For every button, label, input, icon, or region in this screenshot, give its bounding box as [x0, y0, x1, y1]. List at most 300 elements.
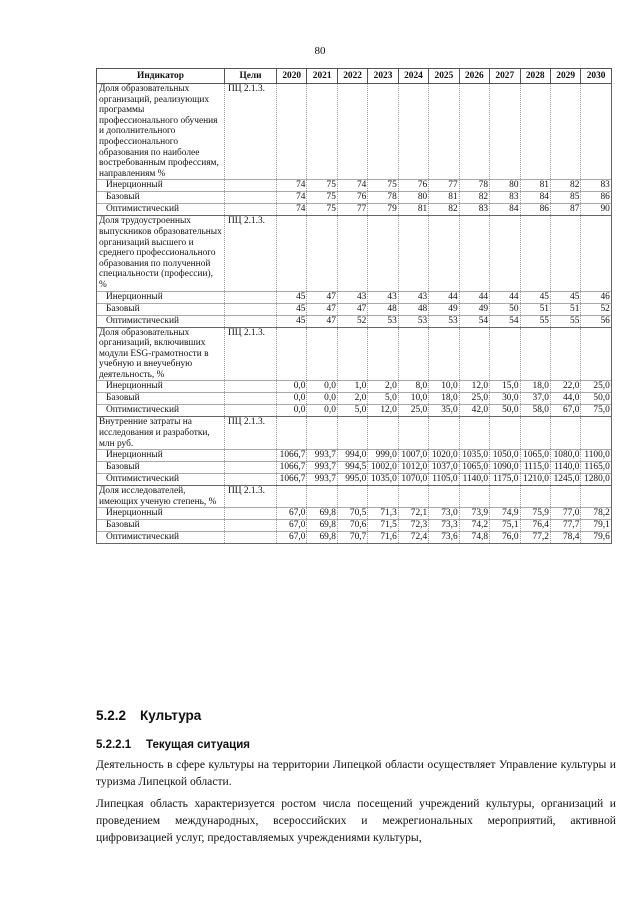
- value-cell: 74,8: [459, 532, 489, 544]
- empty-cell: [520, 486, 550, 508]
- section-heading: [96, 708, 201, 723]
- value-cell: 72,1: [398, 508, 428, 520]
- value-cell: 53: [368, 315, 398, 327]
- scenario-label: Инерционный: [97, 180, 225, 192]
- empty-cell: [429, 84, 459, 180]
- value-cell: 58,0: [520, 405, 550, 417]
- indicator-goal: ПЦ 2.1.3.: [225, 84, 277, 180]
- value-cell: 81: [429, 192, 459, 204]
- value-cell: 82: [459, 192, 489, 204]
- value-cell: 22,0: [550, 381, 580, 393]
- empty-cell: [550, 216, 580, 291]
- empty-cell: [520, 216, 550, 291]
- value-cell: 1035,0: [368, 474, 398, 486]
- scenario-row: [97, 520, 612, 532]
- value-cell: 74: [277, 204, 307, 216]
- empty-cell: [520, 327, 550, 381]
- value-cell: 87: [550, 204, 580, 216]
- column-header: Цели: [225, 69, 277, 84]
- value-cell: 1037,0: [429, 462, 459, 474]
- value-cell: 45: [520, 291, 550, 303]
- empty-cell: [581, 84, 611, 180]
- value-cell: 81: [520, 180, 550, 192]
- value-cell: 2,0: [337, 393, 367, 405]
- value-cell: 67,0: [277, 520, 307, 532]
- indicator-name: Внутренние затраты на исследования и разработки, млн руб.: [97, 417, 225, 450]
- value-cell: 0,0: [307, 381, 337, 393]
- value-cell: 1066,7: [277, 474, 307, 486]
- value-cell: 1007,0: [398, 450, 428, 462]
- scenario-row: [97, 204, 612, 216]
- value-cell: 76,4: [520, 520, 550, 532]
- empty-cell: [225, 508, 277, 520]
- empty-cell: [307, 327, 337, 381]
- scenario-label: Инерционный: [97, 291, 225, 303]
- column-header: 2027: [490, 69, 520, 84]
- indicators-table: [96, 68, 612, 544]
- column-header: 2024: [398, 69, 428, 84]
- indicator-name: Доля образовательных организаций, включивших модули ESG-грамотности в учебную и внеучебную деятельность, %: [97, 327, 225, 381]
- empty-cell: [225, 450, 277, 462]
- value-cell: 48: [368, 303, 398, 315]
- indicator-name: Доля трудоустроенных выпускников образовательных организаций высшего и среднего профессионального образования по полученной специальности (профессии), %: [97, 216, 225, 291]
- value-cell: 52: [581, 303, 611, 315]
- value-cell: 47: [307, 291, 337, 303]
- value-cell: 75: [307, 192, 337, 204]
- scenario-label: Оптимистический: [97, 204, 225, 216]
- empty-cell: [277, 327, 307, 381]
- value-cell: 1020,0: [429, 450, 459, 462]
- value-cell: 1140,0: [550, 462, 580, 474]
- value-cell: 53: [398, 315, 428, 327]
- empty-cell: [581, 417, 611, 450]
- value-cell: 1002,0: [368, 462, 398, 474]
- empty-cell: [459, 216, 489, 291]
- empty-cell: [307, 486, 337, 508]
- section-title: Культура: [140, 708, 202, 723]
- value-cell: 74: [277, 180, 307, 192]
- value-cell: 0,0: [277, 381, 307, 393]
- value-cell: 993,7: [307, 462, 337, 474]
- value-cell: 993,7: [307, 450, 337, 462]
- value-cell: 45: [277, 303, 307, 315]
- column-header: 2023: [368, 69, 398, 84]
- empty-cell: [225, 291, 277, 303]
- empty-cell: [337, 84, 367, 180]
- value-cell: 1105,0: [429, 474, 459, 486]
- scenario-row: [97, 381, 612, 393]
- value-cell: 1140,0: [459, 474, 489, 486]
- value-cell: 74,2: [459, 520, 489, 532]
- section-number: 5.2.2: [96, 708, 127, 723]
- subsection-heading: [96, 739, 250, 751]
- value-cell: 18,0: [520, 381, 550, 393]
- value-cell: 77,7: [550, 520, 580, 532]
- scenario-label: Базовый: [97, 462, 225, 474]
- empty-cell: [225, 192, 277, 204]
- empty-cell: [225, 405, 277, 417]
- value-cell: 42,0: [459, 405, 489, 417]
- value-cell: 73,9: [459, 508, 489, 520]
- value-cell: 0,0: [277, 393, 307, 405]
- value-cell: 73,6: [429, 532, 459, 544]
- value-cell: 1066,7: [277, 450, 307, 462]
- value-cell: 55: [520, 315, 550, 327]
- scenario-label: Оптимистический: [97, 315, 225, 327]
- indicator-row: [97, 216, 612, 291]
- scenario-label: Базовый: [97, 192, 225, 204]
- value-cell: 74: [277, 192, 307, 204]
- empty-cell: [225, 532, 277, 544]
- value-cell: 77: [337, 204, 367, 216]
- value-cell: 77,0: [550, 508, 580, 520]
- empty-cell: [368, 417, 398, 450]
- scenario-row: [97, 405, 612, 417]
- value-cell: 75: [368, 180, 398, 192]
- column-header: 2025: [429, 69, 459, 84]
- value-cell: 25,0: [459, 393, 489, 405]
- empty-cell: [277, 84, 307, 180]
- scenario-label: Инерционный: [97, 508, 225, 520]
- scenario-label: Базовый: [97, 393, 225, 405]
- value-cell: 994,5: [337, 462, 367, 474]
- value-cell: 47: [307, 303, 337, 315]
- indicator-name: Доля образовательных организаций, реализующих программы профессионального обучения и дополнительного профессионального образования по наиболее востребованным профессиям, направлениям %: [97, 84, 225, 180]
- value-cell: 1280,0: [581, 474, 611, 486]
- scenario-row: [97, 291, 612, 303]
- empty-cell: [337, 417, 367, 450]
- value-cell: 83: [459, 204, 489, 216]
- column-header: Индикатор: [97, 69, 225, 84]
- empty-cell: [459, 84, 489, 180]
- value-cell: 78: [459, 180, 489, 192]
- empty-cell: [337, 486, 367, 508]
- value-cell: 71,3: [368, 508, 398, 520]
- value-cell: 79,6: [581, 532, 611, 544]
- empty-cell: [277, 486, 307, 508]
- value-cell: 67,0: [277, 532, 307, 544]
- value-cell: 30,0: [490, 393, 520, 405]
- column-header: 2028: [520, 69, 550, 84]
- value-cell: 75: [307, 204, 337, 216]
- empty-cell: [490, 486, 520, 508]
- value-cell: 44: [490, 291, 520, 303]
- value-cell: 74,9: [490, 508, 520, 520]
- value-cell: 43: [337, 291, 367, 303]
- value-cell: 80: [490, 180, 520, 192]
- empty-cell: [398, 417, 428, 450]
- value-cell: 1100,0: [581, 450, 611, 462]
- empty-cell: [225, 303, 277, 315]
- empty-cell: [368, 216, 398, 291]
- value-cell: 8,0: [398, 381, 428, 393]
- empty-cell: [490, 417, 520, 450]
- value-cell: 45: [277, 315, 307, 327]
- value-cell: 73,3: [429, 520, 459, 532]
- scenario-label: Базовый: [97, 303, 225, 315]
- value-cell: 72,4: [398, 532, 428, 544]
- value-cell: 1165,0: [581, 462, 611, 474]
- empty-cell: [398, 327, 428, 381]
- value-cell: 69,8: [307, 532, 337, 544]
- indicator-goal: ПЦ 2.1.3.: [225, 327, 277, 381]
- value-cell: 37,0: [520, 393, 550, 405]
- empty-cell: [550, 486, 580, 508]
- value-cell: 1066,7: [277, 462, 307, 474]
- value-cell: 48: [398, 303, 428, 315]
- empty-cell: [520, 84, 550, 180]
- value-cell: 1065,0: [520, 450, 550, 462]
- value-cell: 35,0: [429, 405, 459, 417]
- empty-cell: [225, 462, 277, 474]
- empty-cell: [225, 393, 277, 405]
- indicator-row: [97, 417, 612, 450]
- value-cell: 43: [398, 291, 428, 303]
- value-cell: 75: [307, 180, 337, 192]
- column-header: 2021: [307, 69, 337, 84]
- value-cell: 73,0: [429, 508, 459, 520]
- value-cell: 1070,0: [398, 474, 428, 486]
- paragraph: Липецкая область характеризуется ростом числа посещений учреждений культуры, организаций и проведением международных, всероссийских и межрегиональных мероприятий, активной цифровизацией услуг, предоставляемых учреждениями культуры,: [96, 797, 616, 844]
- scenario-row: [97, 180, 612, 192]
- value-cell: 84: [490, 204, 520, 216]
- value-cell: 1080,0: [550, 450, 580, 462]
- value-cell: 82: [550, 180, 580, 192]
- value-cell: 44,0: [550, 393, 580, 405]
- scenario-row: [97, 393, 612, 405]
- value-cell: 10,0: [429, 381, 459, 393]
- empty-cell: [337, 216, 367, 291]
- empty-cell: [398, 216, 428, 291]
- indicator-goal: ПЦ 2.1.3.: [225, 216, 277, 291]
- value-cell: 85: [550, 192, 580, 204]
- value-cell: 10,0: [398, 393, 428, 405]
- subsection-title: Текущая ситуация: [146, 739, 251, 751]
- value-cell: 69,8: [307, 520, 337, 532]
- column-header: 2030: [581, 69, 611, 84]
- scenario-row: [97, 462, 612, 474]
- empty-cell: [490, 216, 520, 291]
- empty-cell: [459, 327, 489, 381]
- value-cell: 56: [581, 315, 611, 327]
- empty-cell: [459, 417, 489, 450]
- value-cell: 1050,0: [490, 450, 520, 462]
- value-cell: 70,7: [337, 532, 367, 544]
- column-header: 2020: [277, 69, 307, 84]
- value-cell: 994,0: [337, 450, 367, 462]
- value-cell: 46: [581, 291, 611, 303]
- indicator-row: [97, 84, 612, 180]
- value-cell: 999,0: [368, 450, 398, 462]
- value-cell: 86: [520, 204, 550, 216]
- empty-cell: [429, 486, 459, 508]
- value-cell: 50: [490, 303, 520, 315]
- value-cell: 69,8: [307, 508, 337, 520]
- empty-cell: [550, 417, 580, 450]
- value-cell: 1065,0: [459, 462, 489, 474]
- empty-cell: [368, 84, 398, 180]
- empty-cell: [459, 486, 489, 508]
- value-cell: 12,0: [459, 381, 489, 393]
- value-cell: 82: [429, 204, 459, 216]
- value-cell: 71,6: [368, 532, 398, 544]
- value-cell: 77,2: [520, 532, 550, 544]
- empty-cell: [277, 216, 307, 291]
- value-cell: 71,5: [368, 520, 398, 532]
- scenario-row: [97, 474, 612, 486]
- value-cell: 1,0: [337, 381, 367, 393]
- value-cell: 54: [490, 315, 520, 327]
- value-cell: 90: [581, 204, 611, 216]
- value-cell: 1035,0: [459, 450, 489, 462]
- column-header: 2022: [337, 69, 367, 84]
- value-cell: 83: [490, 192, 520, 204]
- empty-cell: [550, 84, 580, 180]
- empty-cell: [490, 327, 520, 381]
- value-cell: 78: [368, 192, 398, 204]
- paragraph: Деятельность в сфере культуры на территории Липецкой области осуществляет Управление культуры и туризма Липецкой области.: [96, 758, 616, 788]
- indicator-name: Доля исследователей, имеющих ученую степень, %: [97, 486, 225, 508]
- empty-cell: [429, 327, 459, 381]
- value-cell: 0,0: [307, 405, 337, 417]
- value-cell: 995,0: [337, 474, 367, 486]
- value-cell: 993,7: [307, 474, 337, 486]
- scenario-label: Оптимистический: [97, 405, 225, 417]
- value-cell: 53: [429, 315, 459, 327]
- column-header: 2026: [459, 69, 489, 84]
- value-cell: 12,0: [368, 405, 398, 417]
- value-cell: 1012,0: [398, 462, 428, 474]
- empty-cell: [581, 327, 611, 381]
- value-cell: 49: [459, 303, 489, 315]
- scenario-label: Оптимистический: [97, 532, 225, 544]
- value-cell: 45: [550, 291, 580, 303]
- value-cell: 75,1: [490, 520, 520, 532]
- value-cell: 54: [459, 315, 489, 327]
- page-number: 80: [314, 45, 326, 57]
- table-body: [97, 84, 612, 544]
- value-cell: 25,0: [398, 405, 428, 417]
- value-cell: 78,2: [581, 508, 611, 520]
- empty-cell: [368, 486, 398, 508]
- empty-cell: [225, 180, 277, 192]
- empty-cell: [225, 204, 277, 216]
- value-cell: 78,4: [550, 532, 580, 544]
- value-cell: 1210,0: [520, 474, 550, 486]
- subsection-number: 5.2.2.1: [96, 739, 132, 751]
- empty-cell: [429, 216, 459, 291]
- value-cell: 0,0: [277, 405, 307, 417]
- empty-cell: [368, 327, 398, 381]
- value-cell: 51: [550, 303, 580, 315]
- value-cell: 76: [398, 180, 428, 192]
- value-cell: 70,5: [337, 508, 367, 520]
- empty-cell: [225, 520, 277, 532]
- value-cell: 43: [368, 291, 398, 303]
- value-cell: 77: [429, 180, 459, 192]
- value-cell: 25,0: [581, 381, 611, 393]
- value-cell: 67,0: [550, 405, 580, 417]
- scenario-row: [97, 315, 612, 327]
- value-cell: 52: [337, 315, 367, 327]
- scenario-label: Инерционный: [97, 381, 225, 393]
- value-cell: 67,0: [277, 508, 307, 520]
- value-cell: 18,0: [429, 393, 459, 405]
- value-cell: 1175,0: [490, 474, 520, 486]
- scenario-label: Базовый: [97, 520, 225, 532]
- value-cell: 45: [277, 291, 307, 303]
- indicator-goal: ПЦ 2.1.3.: [225, 417, 277, 450]
- value-cell: 15,0: [490, 381, 520, 393]
- value-cell: 1115,0: [520, 462, 550, 474]
- value-cell: 76,0: [490, 532, 520, 544]
- empty-cell: [398, 486, 428, 508]
- scenario-label: Оптимистический: [97, 474, 225, 486]
- value-cell: 50,0: [490, 405, 520, 417]
- value-cell: 75,0: [581, 405, 611, 417]
- empty-cell: [398, 84, 428, 180]
- indicator-row: [97, 486, 612, 508]
- empty-cell: [550, 327, 580, 381]
- value-cell: 83: [581, 180, 611, 192]
- value-cell: 80: [398, 192, 428, 204]
- scenario-row: [97, 450, 612, 462]
- value-cell: 74: [337, 180, 367, 192]
- empty-cell: [225, 474, 277, 486]
- empty-cell: [225, 381, 277, 393]
- value-cell: 72,3: [398, 520, 428, 532]
- value-cell: 51: [520, 303, 550, 315]
- column-header: 2029: [550, 69, 580, 84]
- value-cell: 79,1: [581, 520, 611, 532]
- value-cell: 70,6: [337, 520, 367, 532]
- scenario-row: [97, 192, 612, 204]
- empty-cell: [490, 84, 520, 180]
- value-cell: 47: [337, 303, 367, 315]
- empty-cell: [307, 84, 337, 180]
- empty-cell: [277, 417, 307, 450]
- scenario-row: [97, 508, 612, 520]
- value-cell: 5,0: [368, 393, 398, 405]
- value-cell: 1245,0: [550, 474, 580, 486]
- value-cell: 2,0: [368, 381, 398, 393]
- empty-cell: [520, 417, 550, 450]
- value-cell: 81: [398, 204, 428, 216]
- scenario-label: Инерционный: [97, 450, 225, 462]
- indicator-goal: ПЦ 2.1.3.: [225, 486, 277, 508]
- value-cell: 49: [429, 303, 459, 315]
- scenario-row: [97, 303, 612, 315]
- empty-cell: [581, 486, 611, 508]
- value-cell: 84: [520, 192, 550, 204]
- value-cell: 55: [550, 315, 580, 327]
- value-cell: 76: [337, 192, 367, 204]
- table-header-row: [97, 69, 612, 84]
- empty-cell: [225, 315, 277, 327]
- value-cell: 0,0: [307, 393, 337, 405]
- value-cell: 1090,0: [490, 462, 520, 474]
- value-cell: 86: [581, 192, 611, 204]
- value-cell: 5,0: [337, 405, 367, 417]
- value-cell: 75,9: [520, 508, 550, 520]
- value-cell: 79: [368, 204, 398, 216]
- value-cell: 44: [459, 291, 489, 303]
- value-cell: 47: [307, 315, 337, 327]
- empty-cell: [307, 417, 337, 450]
- empty-cell: [429, 417, 459, 450]
- empty-cell: [307, 216, 337, 291]
- empty-cell: [337, 327, 367, 381]
